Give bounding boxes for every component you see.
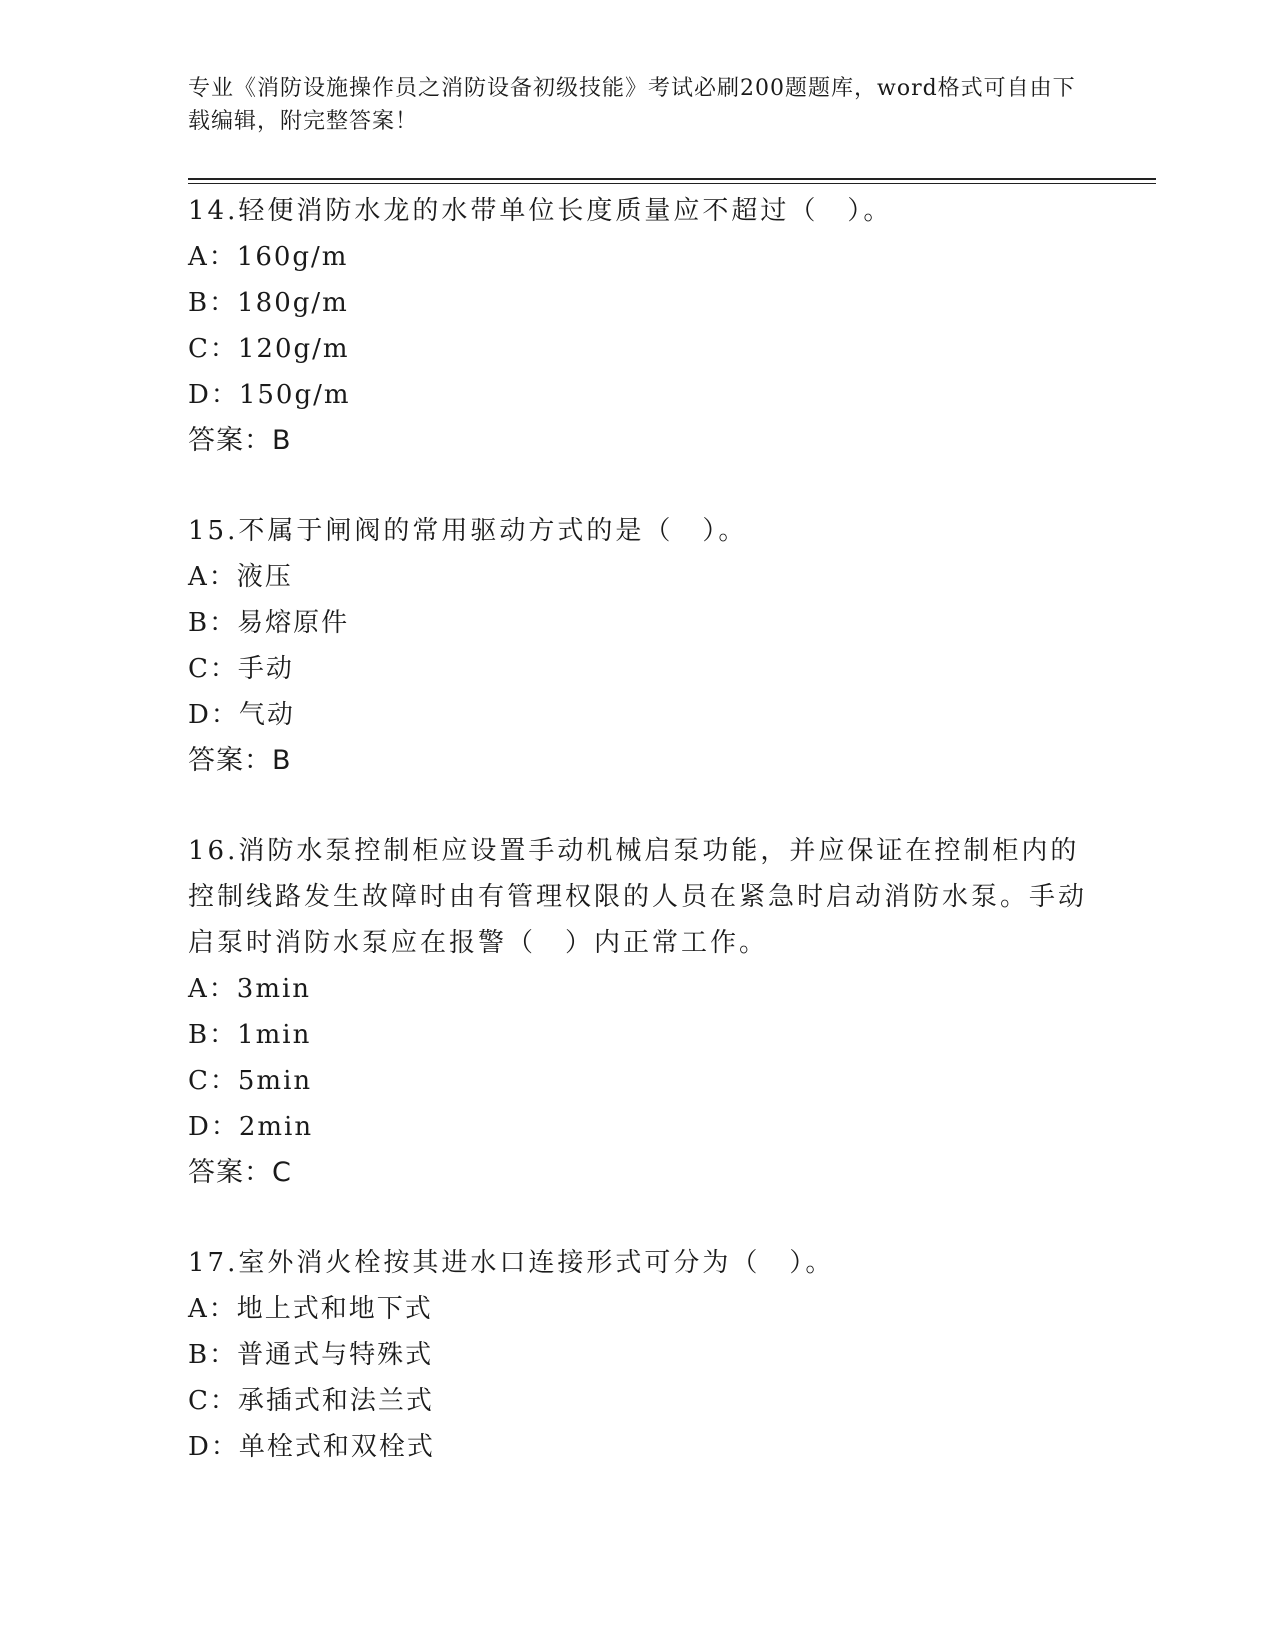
option-a: A：3min xyxy=(188,974,312,1004)
option-d: D：150g/m xyxy=(188,380,351,410)
option-a: A：地上式和地下式 xyxy=(188,1294,433,1324)
option-b: B：1min xyxy=(188,1020,312,1050)
answer-line: 答案：B xyxy=(188,425,292,456)
question-stem: 14.轻便消防水龙的水带单位长度质量应不超过（ ）。 xyxy=(188,196,893,226)
option-b: B：易熔原件 xyxy=(188,608,350,638)
option-c: C：5min xyxy=(188,1066,313,1096)
question-list xyxy=(188,188,1088,1470)
question-stem: 17.室外消火栓按其进水口连接形式可分为（ ）。 xyxy=(188,1248,835,1278)
option-c: C：承插式和法兰式 xyxy=(188,1386,434,1416)
option-c: C：手动 xyxy=(188,654,294,684)
option-d: D：2min xyxy=(188,1112,314,1142)
document-header: 专业《消防设施操作员之消防设备初级技能》考试必刷200题题库，word格式可自由下载编辑，附完整答案！ xyxy=(188,76,1076,134)
answer-line: 答案：C xyxy=(188,1157,292,1188)
option-a: A：液压 xyxy=(188,562,293,592)
question-16 xyxy=(188,828,1088,1196)
option-a: A：160g/m xyxy=(188,242,349,272)
option-b: B：180g/m xyxy=(188,288,349,318)
option-b: B：普通式与特殊式 xyxy=(188,1340,434,1370)
header-divider-thin xyxy=(188,183,1156,184)
option-d: D：单栓式和双栓式 xyxy=(188,1432,435,1462)
question-stem: 15.不属于闸阀的常用驱动方式的是（ ）。 xyxy=(188,516,748,546)
question-17 xyxy=(188,1240,1088,1470)
question-stem: 16.消防水泵控制柜应设置手动机械启泵功能，并应保证在控制柜内的控制线路发生故障时由有管理权限的人员在紧急时启动消防水泵。手动启泵时消防水泵应在报警（ ）内正常工作。 xyxy=(188,836,1088,958)
question-14 xyxy=(188,188,1088,464)
header-divider-thick xyxy=(188,178,1156,180)
question-15 xyxy=(188,508,1088,784)
option-c: C：120g/m xyxy=(188,334,350,364)
answer-line: 答案：B xyxy=(188,745,292,776)
option-d: D：气动 xyxy=(188,700,295,730)
